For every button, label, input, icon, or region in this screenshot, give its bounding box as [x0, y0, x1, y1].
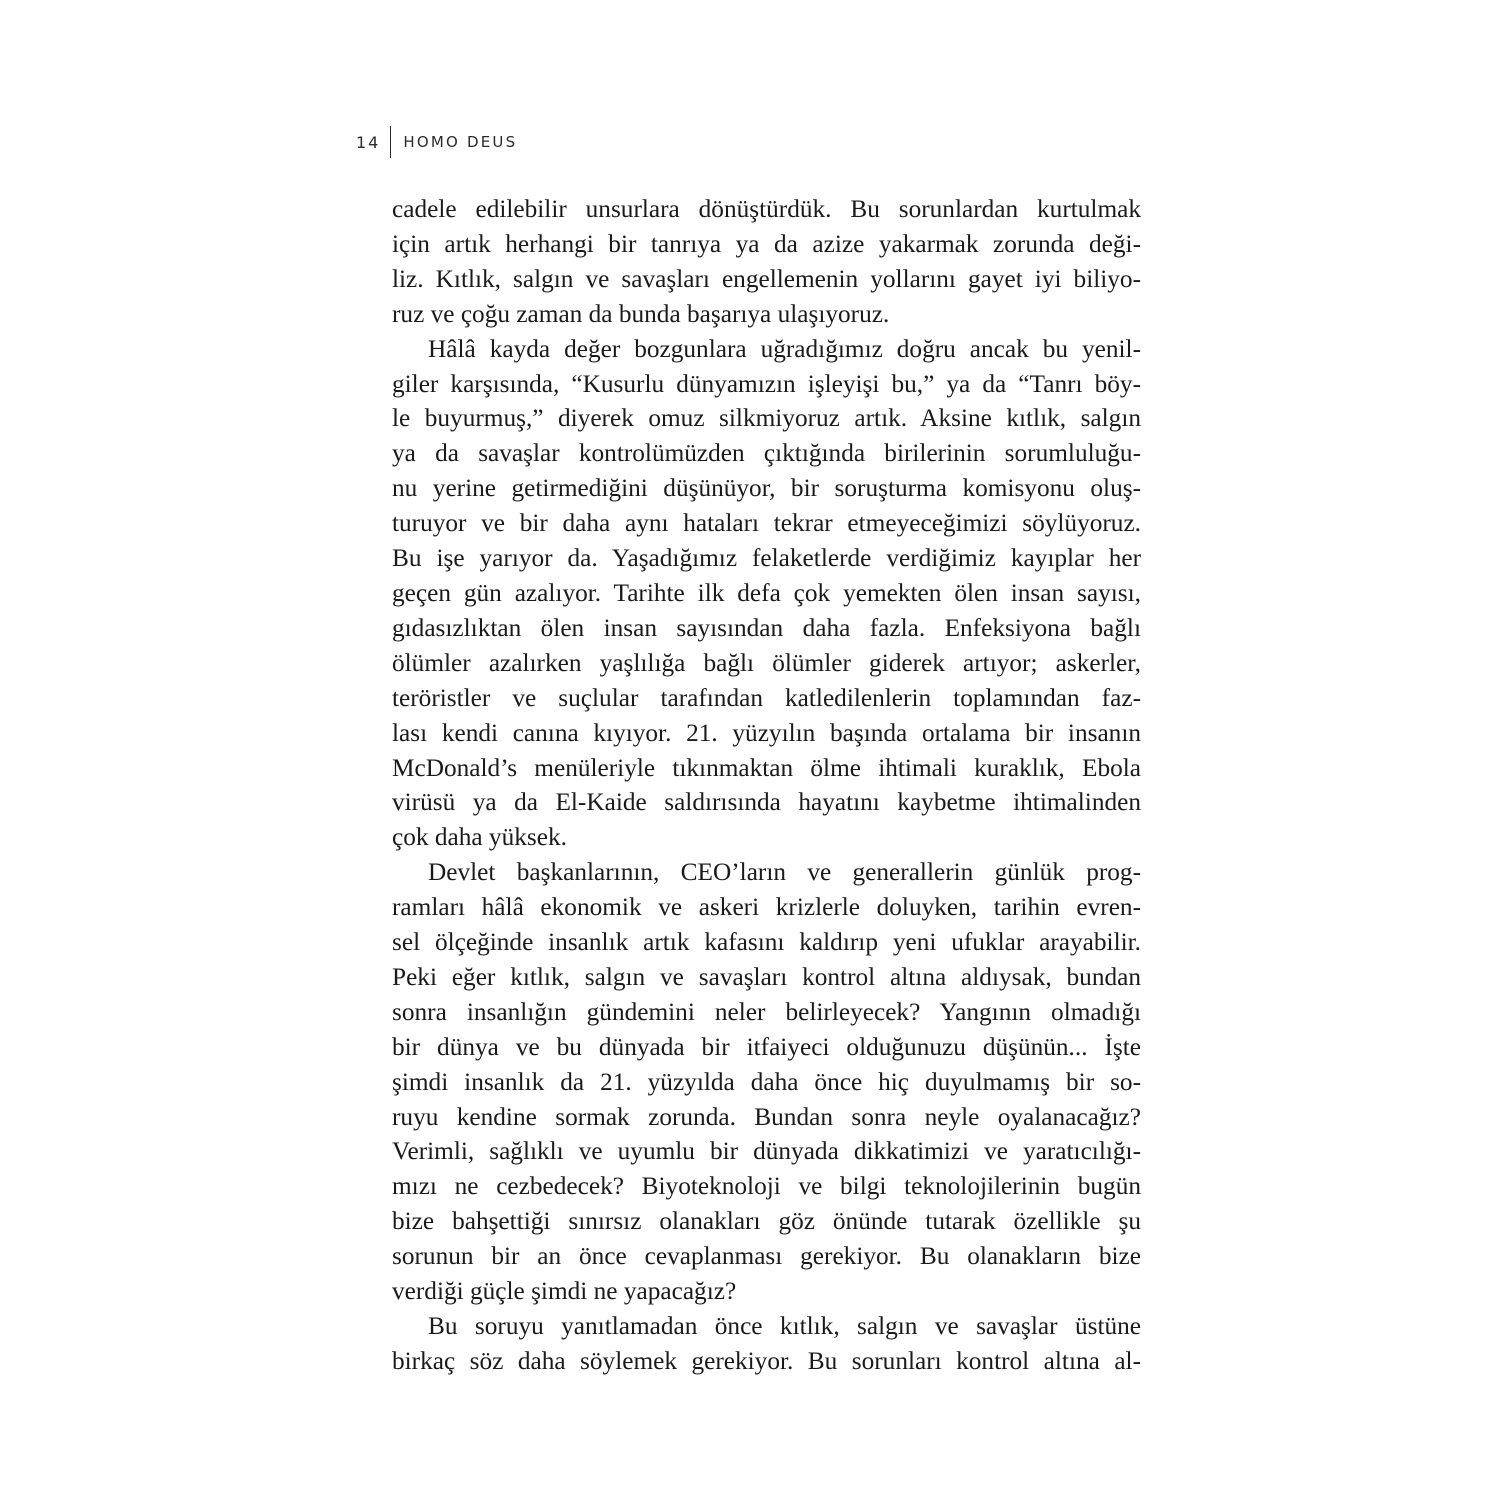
running-head-divider [390, 126, 391, 158]
text-line: bize bahşettiği sınırsız olanakları göz önünde tutarak özellikle şu [392, 1207, 1141, 1236]
text-line: sel ölçeğinde insanlık artık kafasını kaldırıp yeni ufuklar arayabilir. [392, 928, 1141, 957]
text-line: sorunun bir an önce cevaplanması gerekiyor. Bu olanakların bize [392, 1242, 1141, 1271]
text-line: ölümler azalırken yaşlılığa bağlı ölümler giderek artıyor; askerler, [392, 648, 1141, 677]
text-line: Verimli, sağlıklı ve uyumlu bir dünyada dikkatimizi ve yaratıcılığı- [392, 1137, 1141, 1166]
page-number: 14 [356, 132, 381, 152]
text-line: şimdi insanlık da 21. yüzyılda daha önce hiç duyulmamış bir so- [392, 1067, 1141, 1096]
text-line: ramları hâlâ ekonomik ve askeri krizlerle doluyken, tarihin evren- [392, 893, 1141, 922]
text-line: Hâlâ kayda değer bozgunlara uğradığımız doğru ancak bu yenil- [428, 334, 1141, 363]
text-line: liz. Kıtlık, salgın ve savaşları engellemenin yollarını gayet iyi biliyo- [392, 264, 1141, 293]
text-line: lası kendi canına kıyıyor. 21. yüzyılın başında ortalama bir insanın [392, 718, 1141, 747]
paragraph-4 [392, 1309, 1141, 1379]
text-line: Devlet başkanlarının, CEO’ların ve generallerin günlük prog- [428, 858, 1141, 887]
text-line: gıdasızlıktan ölen insan sayısından daha fazla. Enfeksiyona bağlı [392, 613, 1141, 642]
text-line: virüsü ya da El-Kaide saldırısında hayatını kaybetme ihtimalinden [392, 788, 1141, 817]
text-line: ruz ve çoğu zaman da bunda başarıya ulaşıyoruz. [392, 299, 890, 328]
text-line: ruyu kendine sormak zorunda. Bundan sonra neyle oyalanacağız? [392, 1102, 1141, 1131]
text-line: turuyor ve bir daha aynı hataları tekrar etmeyeceğimizi söylüyoruz. [392, 509, 1141, 538]
running-head [356, 124, 517, 160]
text-line: bir dünya ve bu dünyada bir itfaiyeci olduğunuzu düşünün... İşte [392, 1032, 1141, 1061]
text-line: nu yerine getirmediğini düşünüyor, bir soruşturma komisyonu oluş- [392, 474, 1141, 503]
text-line: ya da savaşlar kontrolümüzden çıktığında birilerinin sorumluluğu- [392, 439, 1141, 468]
text-line: verdiği güçle şimdi ne yapacağız? [392, 1277, 737, 1306]
text-line: cadele edilebilir unsurlara dönüştürdük. Bu sorunlardan kurtulmak [392, 195, 1141, 223]
book-title: HOMO DEUS [403, 133, 518, 151]
text-line: le buyurmuş,” diyerek omuz silkmiyoruz artık. Aksine kıtlık, salgın [392, 404, 1141, 433]
text-line: birkaç söz daha söylemek gerekiyor. Bu sorunları kontrol altına al- [392, 1346, 1141, 1375]
text-line: McDonald’s menüleriyle tıkınmaktan ölme ihtimali kuraklık, Ebola [392, 753, 1141, 782]
text-line: geçen gün azalıyor. Tarihte ilk defa çok yemekten ölen insan sayısı, [392, 578, 1141, 607]
text-line: Bu işe yarıyor da. Yaşadığımız felaketlerde verdiğimiz kayıplar her [392, 544, 1141, 573]
paragraph-3 [392, 855, 1141, 1309]
text-line: için artık herhangi bir tanrıya ya da azize yakarmak zorunda deği- [392, 229, 1141, 258]
paragraph-1 [392, 192, 1141, 332]
text-line: giler karşısında, “Kusurlu dünyamızın işleyişi bu,” ya da “Tanrı böy- [392, 369, 1141, 398]
body-text [392, 192, 1141, 1379]
text-line: teröristler ve suçlular tarafından katledilenlerin toplamından faz- [392, 683, 1141, 712]
text-line: sonra insanlığın gündemini neler belirleyecek? Yangının olmadığı [392, 997, 1141, 1026]
text-line: çok daha yüksek. [392, 823, 567, 852]
paragraph-2 [392, 332, 1141, 856]
text-line: mızı ne cezbedecek? Biyoteknoloji ve bilgi teknolojilerinin bugün [392, 1172, 1141, 1201]
text-line: Peki eğer kıtlık, salgın ve savaşları kontrol altına aldıysak, bundan [392, 962, 1141, 991]
text-line: Bu soruyu yanıtlamadan önce kıtlık, salgın ve savaşlar üstüne [428, 1312, 1141, 1340]
